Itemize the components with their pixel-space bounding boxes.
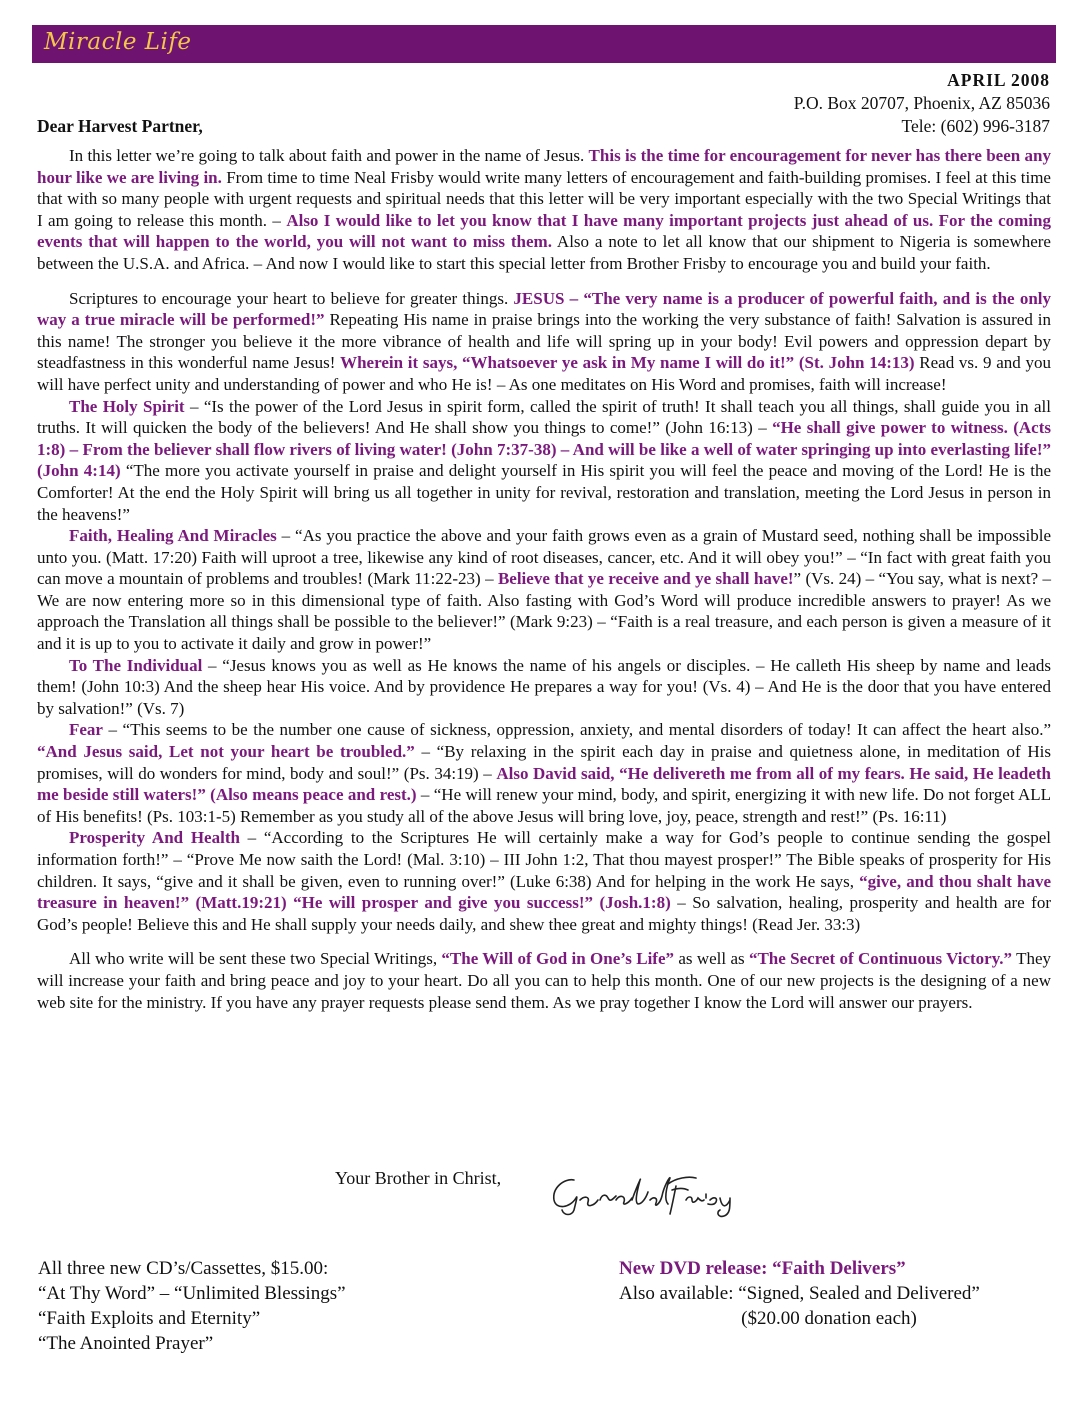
dvd-donation: ($20.00 donation each) [741, 1308, 917, 1329]
section-heading: Fear [69, 720, 103, 740]
cd-offer [38, 1256, 346, 1356]
cd-title: “Faith Exploits and Eternity” [38, 1308, 261, 1329]
paragraph-individual: To The Individual – “Jesus knows you as well as He knows the name of his angels or disciples. – He calleth His sheep by name and leads them! (John 10:3) And the sheep hear His voice. And by providence He prepares a way for you! (Vs. 4) – And He is the door that you have entered by salvation!” (Vs. 7) [37, 655, 1051, 718]
paragraph-faith-healing: Faith, Healing And Miracles – “As you practice the above and your faith grows even as a grain of Mustard seed, nothing shall be impossible unto you. (Matt. 17:20) Faith will uproot a tree, likewise any kind of root diseases, cancer, etc. And it will obey you!” – “In fact with great faith you can move a mountain of problems and troubles! (Mark 11:22-23) – Believe that ye receive and ye shall have!” (Vs. 24) – “You say, what is next? – We are now entering more so in this dimensional type of faith. Also fasting with God’s Word will produce incredible answers to prayer! As we approach the Translation all things shall be possible to the believer!” (Mark 9:23) – “Faith is a real treasure, and each person is given a measure of it and it is up to you to activate it daily and grow in power!” [37, 526, 1051, 654]
paragraph-jesus: Scriptures to encourage your heart to believe for greater things. JESUS – “The very name is a producer of powerful faith, and is the only way a true miracle will be performed!” Repeating His name in praise brings into the working the very substance of faith! Salvation is assured in this name! The stronger you believe it the more vibrance of health and life will spring up in your body! Evil powers and oppression depart by steadfastness in this wonderful name Jesus! Wherein it says, “Whatsoever ye ask in My name I will do it!” (St. John 14:13) Read vs. 9 and you will have perfect unity and understanding of power and who He is! – As one meditates on His Word and promises, faith will increase! [37, 288, 1052, 394]
cd-offer-line: All three new CD’s/Cassettes, $15.00: [38, 1258, 329, 1279]
letter-date: APRIL 2008 [947, 70, 1050, 90]
cd-title: “At Thy Word” – “Unlimited Blessings” [38, 1283, 346, 1304]
paragraph-prosperity: Prosperity And Health – “According to the Scriptures He will certainly make a way for God’s people to continue sending the gospel information forth!” – “Prove Me now saith the Lord! (Mal. 3:10) – III John 1:2, That thou mayest prosper!” The Bible speaks of prosperity for His children. It says, “give and it shall be given, even to running over!” (Luke 6:38) And for helping in the work He says, “give, and thou shalt have treasure in heaven!” (Matt.19:21) “He will prosper and give you success!” (Josh.1:8) – So salvation, healing, prosperity and health are for God’s people! Believe this and He shall supply your needs daily, and shew thee great and mighty things! (Read Jer. 33:3) [37, 828, 1052, 934]
dvd-also-available: Also available: “Signed, Sealed and Delivered” [619, 1283, 980, 1304]
cd-title: “The Anointed Prayer” [38, 1333, 214, 1354]
dvd-offer [619, 1256, 1039, 1331]
greeting: Dear Harvest Partner, [37, 116, 203, 136]
signature-image [546, 1170, 756, 1220]
paragraph-special-writings: All who write will be sent these two Special Writings, “The Will of God in One’s Life” as well as “The Secret of Continuous Victory.” They will increase your faith and bring peace and joy to your heart. Do all you can to help this month. One of our new projects is the designing of a new web site for the ministry. If you have any prayer requests please send them. As we pray together I know the Lord will answer our prayers. [37, 949, 1052, 1012]
dvd-release-title: New DVD release: “Faith Delivers” [619, 1258, 906, 1279]
paragraph-fear: Fear – “This seems to be the number one cause of sickness, oppression, anxiety, and mental disorders of today! It can affect the heart also.” “And Jesus said, Let not your heart be troubled.” – “By relaxing in the spirit each day in praise and quietness alone, in meditation of His promises, will do wonders for mind, body and soul!” (Ps. 34:19) – Also David said, “He delivereth me from all of my fears. He said, He leadeth me beside still waters!” (Also means peace and rest.) – “He will renew your mind, body, and spirit, energizing it with new life. Do not forget ALL of His benefits! (Ps. 103:1-5) Remember as you study all of the above Jesus will bring love, joy, peace, strength and rest!” (Ps. 16:11) [37, 720, 1052, 826]
signature-text: Gerald Frisby [546, 1170, 552, 1171]
section-heading: Faith, Healing And Miracles [69, 526, 277, 546]
banner-title: Miracle Life [44, 29, 192, 55]
letter-body [37, 145, 1051, 1013]
paragraph-holy-spirit: The Holy Spirit – “Is the power of the Lord Jesus in spirit form, called the spirit of truth! It shall teach you all things, shall guide you in all truths. It will quicken the body of the believers! And He shall show you things to come!” (John 16:13) – “He shall give power to witness. (Acts 1:8) – From the believer shall flow rivers of living water! (John 7:37-38) – And will be like a well of water springing up into everlasting life!” (John 4:14) “The more you activate yourself in praise and delight yourself in His spirit you will feel the peace and moving of the Lord! He is the Comforter! At the end the Holy Spirit will bring us all together in unity for revival, restoration and translation, meeting the Lord Jesus in person in the heavens!” [37, 396, 1051, 524]
closing: Your Brother in Christ, [335, 1168, 502, 1188]
header-banner [32, 25, 1056, 63]
telephone: Tele: (602) 996-3187 [901, 116, 1050, 136]
mailing-address: P.O. Box 20707, Phoenix, AZ 85036 [793, 93, 1050, 113]
paragraph-intro: In this letter we’re going to talk about faith and power in the name of Jesus. This is the time for encouragement for never has there been any hour like we are living in. From time to time Neal Frisby would write many letters of encouragement and faith-building promises. I feel at this time that with so many people with urgent requests and spiritual needs that this letter will be very important especially with the two Special Writings that I am going to release this month. – Also I would like to let you know that I have many important projects just ahead of us. For the coming events that will happen to the world, you will not want to miss them. Also a note to let all know that our shipment to Nigeria is somewhere between the U.S.A. and Africa. – And now I would like to start this special letter from Brother Frisby to encourage you and build your faith. [37, 146, 1051, 273]
section-heading: The Holy Spirit [69, 396, 185, 416]
section-heading: To The Individual [69, 655, 203, 675]
section-heading: Prosperity And Health [69, 828, 240, 848]
